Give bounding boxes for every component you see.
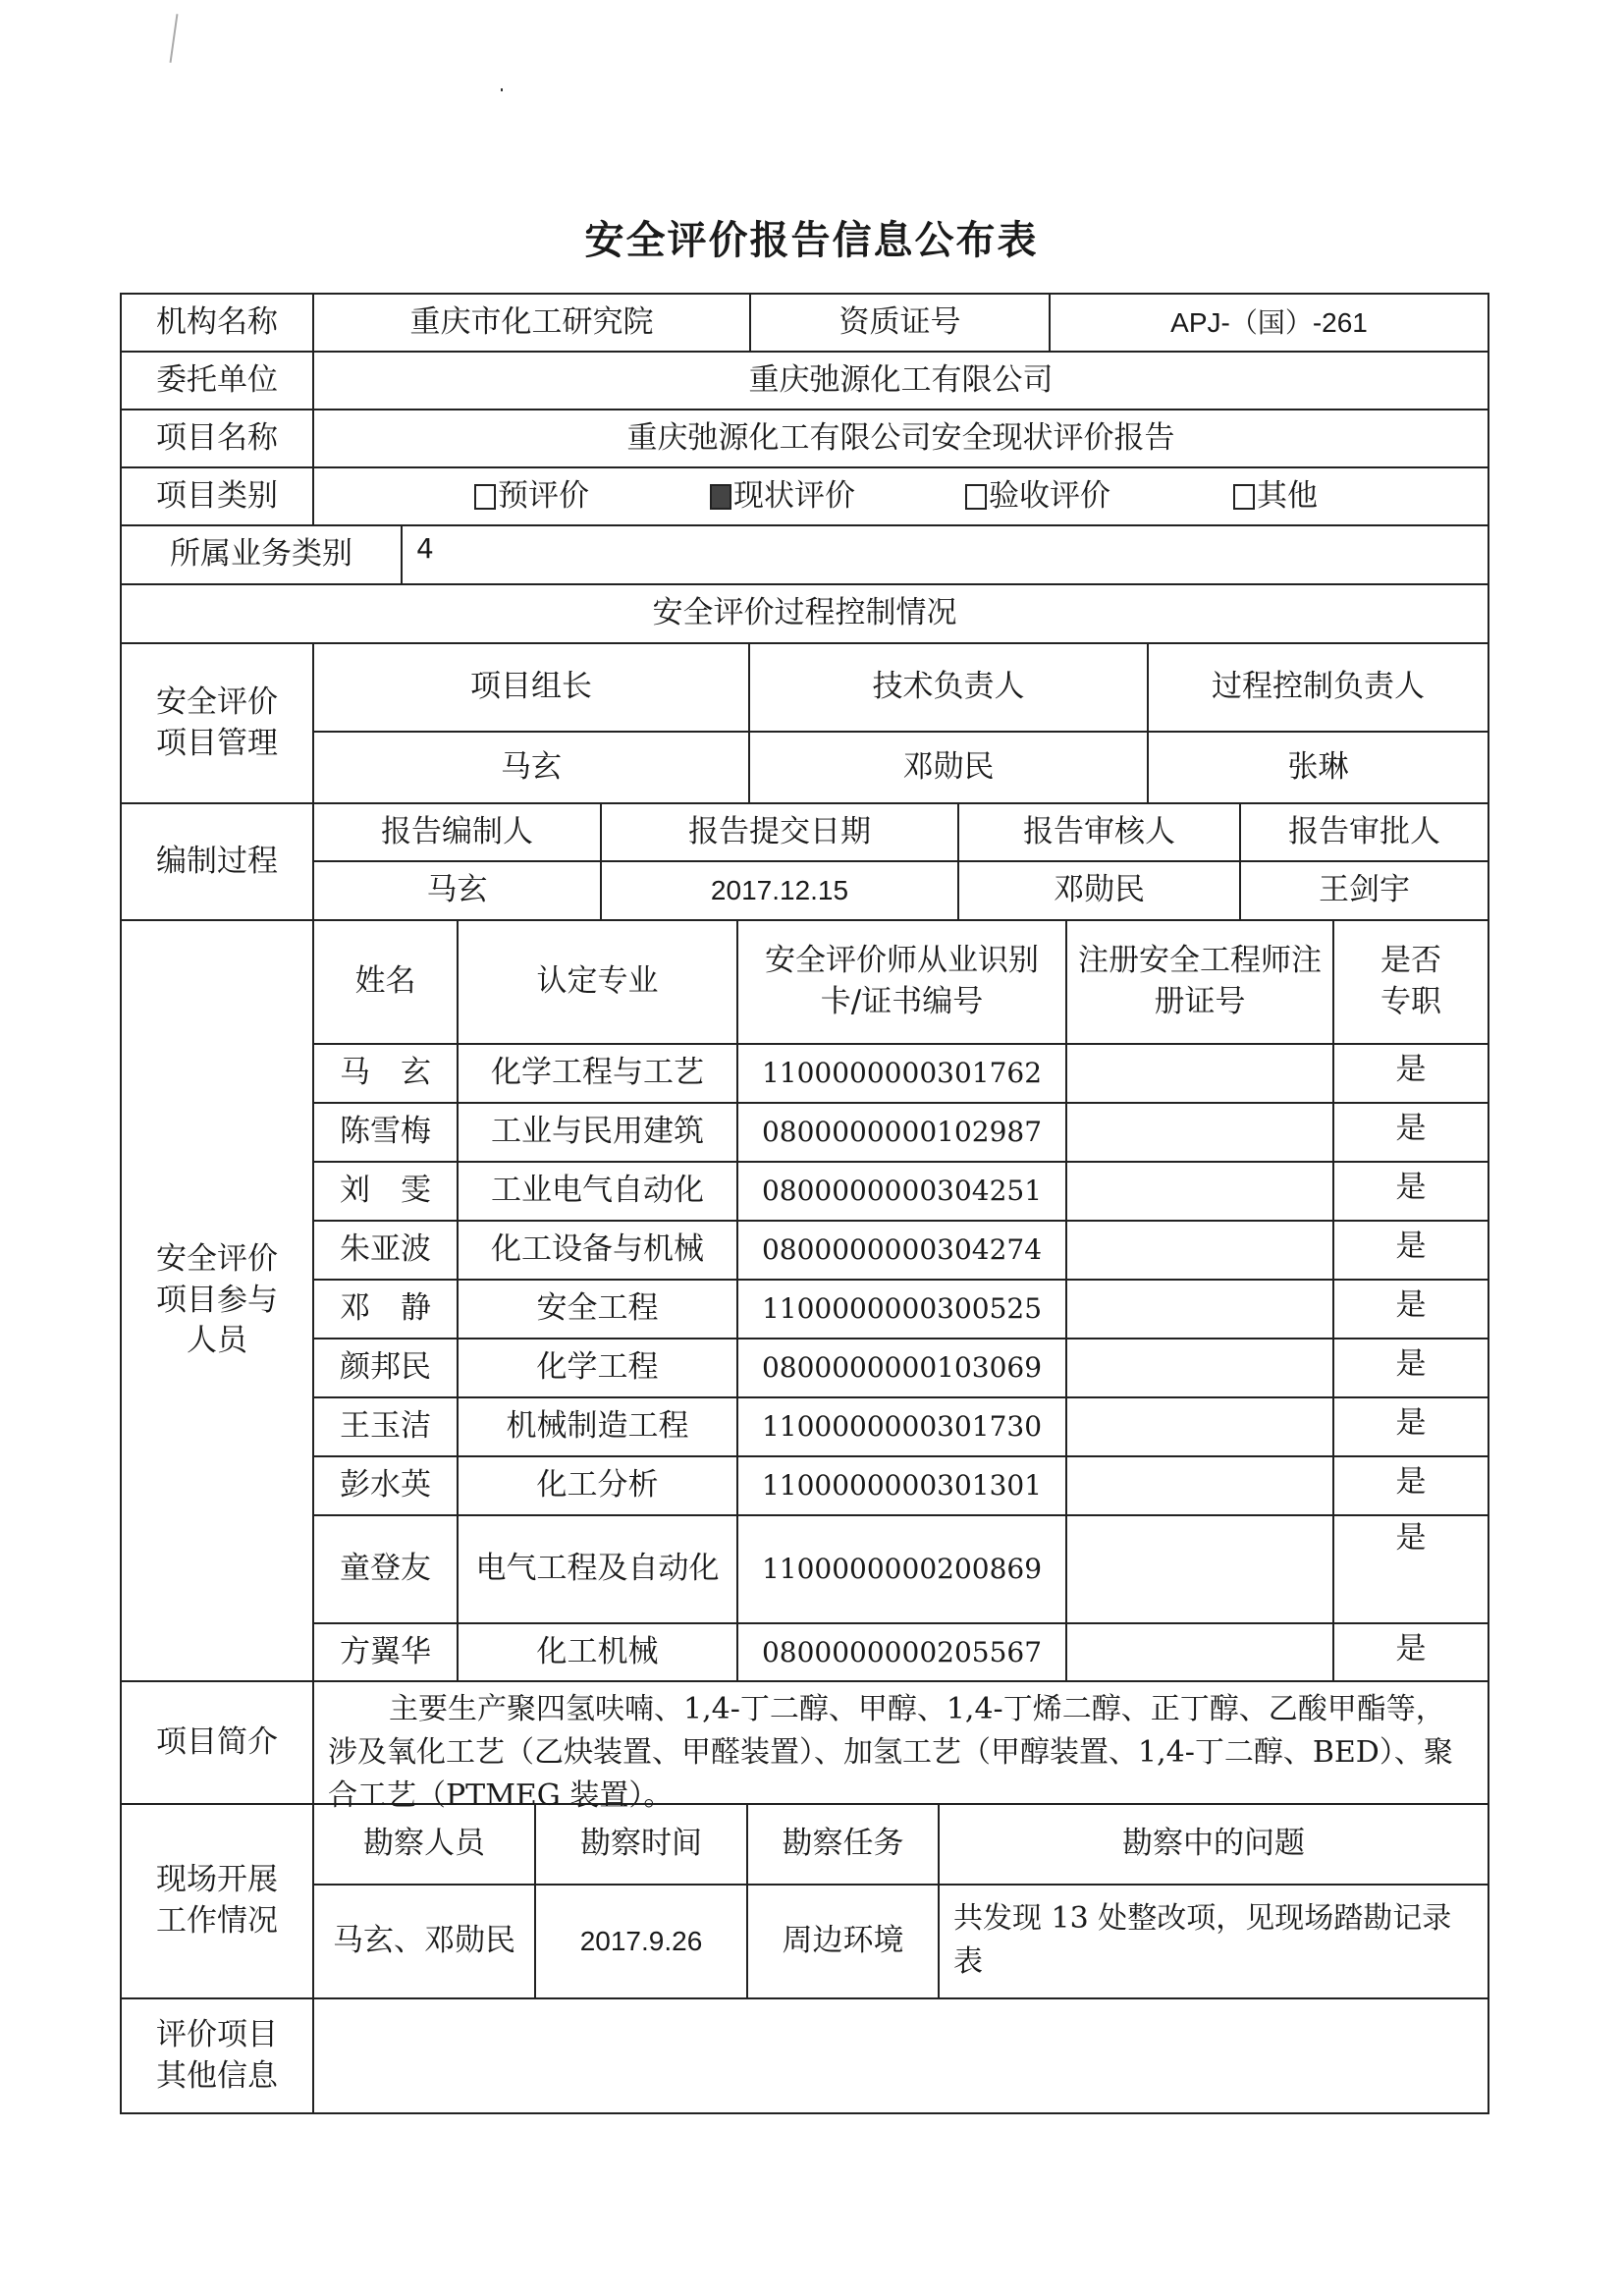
- compilation-author-value: 马玄: [426, 872, 488, 908]
- participant-name: 朱亚波: [340, 1231, 431, 1268]
- scan-dot: [501, 88, 503, 91]
- participant-fulltime: 是: [1395, 1464, 1427, 1501]
- option-label: 验收评价: [989, 477, 1110, 514]
- participant-major: 电气工程及自动化: [475, 1551, 720, 1587]
- participants-label: 安全评价项目参与人员: [156, 1240, 278, 1359]
- participant-cert: 1100000000301301: [761, 1469, 1043, 1503]
- option-other[interactable]: [1233, 476, 1318, 518]
- participant-fulltime: 是: [1395, 1052, 1427, 1088]
- participant-name: 彭水英: [340, 1467, 431, 1503]
- field-task-value: 周边环境: [782, 1923, 904, 1959]
- participant-fulltime: 是: [1395, 1346, 1427, 1383]
- management-process-value: 张琳: [1287, 748, 1349, 785]
- page-title: 安全评价报告信息公布表: [584, 218, 1039, 263]
- table-border-right: [1488, 293, 1489, 2114]
- checkbox-unchecked-icon[interactable]: [474, 484, 496, 510]
- option-status-evaluation[interactable]: [710, 476, 855, 518]
- participant-name: 方翼华: [340, 1633, 431, 1669]
- compilation-header-approver: 报告审批人: [1288, 813, 1440, 849]
- option-label: 其他: [1257, 477, 1318, 514]
- cert-value: APJ-（国）-261: [1170, 306, 1368, 338]
- process-section-title: 安全评价过程控制情况: [652, 595, 957, 631]
- compilation-label: 编制过程: [156, 843, 278, 879]
- participant-cert: 0800000000304274: [761, 1233, 1043, 1267]
- checkbox-checked-icon[interactable]: [710, 484, 731, 510]
- field-work-label: 现场开展工作情况: [156, 1862, 278, 1939]
- compilation-approver-value: 王剑宇: [1319, 872, 1410, 908]
- compilation-date-value: 2017.12.15: [710, 875, 849, 906]
- client-label: 委托单位: [156, 361, 278, 398]
- project-name-label: 项目名称: [156, 419, 278, 456]
- participant-major: 工业电气自动化: [491, 1173, 704, 1209]
- participant-fulltime: 是: [1395, 1405, 1427, 1442]
- participant-reg: [1067, 1516, 1332, 1622]
- option-acceptance-evaluation[interactable]: [965, 476, 1110, 518]
- participant-name: 邓 静: [340, 1290, 431, 1327]
- other-info-value[interactable]: [314, 1999, 1488, 2112]
- option-label: 现状评价: [733, 477, 855, 514]
- participant-fulltime: 是: [1395, 1287, 1427, 1324]
- project-name-value: 重庆弛源化工有限公司安全现状评价报告: [626, 419, 1175, 456]
- checkbox-unchecked-icon[interactable]: [965, 484, 987, 510]
- participant-major: 化学工程与工艺: [491, 1055, 704, 1091]
- participant-cert: 0800000000102987: [761, 1116, 1043, 1149]
- participant-cert: 0800000000103069: [761, 1351, 1043, 1385]
- compilation-header-author: 报告编制人: [381, 813, 533, 849]
- scan-mark: [170, 14, 179, 63]
- participant-cert: 0800000000304251: [761, 1175, 1043, 1208]
- management-header-tech: 技术负责人: [872, 669, 1025, 705]
- project-intro-label: 项目简介: [156, 1723, 278, 1760]
- participant-reg: [1067, 1457, 1332, 1514]
- participant-reg: [1067, 1398, 1332, 1455]
- other-info-label: 评价项目其他信息: [156, 2016, 278, 2094]
- project-intro-text: [314, 1682, 1488, 1813]
- field-header-issues: 勘察中的问题: [1122, 1826, 1305, 1862]
- field-issues-value: 共发现 13 处整改项，见现场踏勘记录表: [953, 1901, 1452, 1979]
- participant-major: 化工分析: [536, 1467, 659, 1503]
- management-label: 安全评价项目管理: [156, 683, 278, 761]
- management-leader-value: 马玄: [501, 748, 562, 785]
- participant-reg: [1067, 1104, 1332, 1161]
- participants-header-cert: 安全评价师从业识别卡/证书编号: [765, 943, 1039, 1019]
- participant-major: 工业与民用建筑: [491, 1114, 704, 1150]
- participant-reg: [1067, 1624, 1332, 1680]
- participants-header-name: 姓名: [354, 963, 416, 1000]
- project-type-options: [314, 468, 1488, 524]
- participant-reg: [1067, 1163, 1332, 1220]
- client-value: 重庆弛源化工有限公司: [748, 361, 1054, 398]
- participant-major: 机械制造工程: [506, 1408, 689, 1445]
- participant-cert: 0800000000205567: [761, 1635, 1043, 1668]
- compilation-header-date: 报告提交日期: [688, 813, 871, 849]
- project-type-label: 项目类别: [156, 477, 278, 514]
- compilation-header-reviewer: 报告审核人: [1023, 813, 1175, 849]
- participant-fulltime: 是: [1395, 1630, 1427, 1667]
- cert-label: 资质证号: [839, 303, 961, 340]
- checkbox-unchecked-icon[interactable]: [1233, 484, 1255, 510]
- project-intro-paragraph: [314, 1682, 1488, 1818]
- management-header-leader: 项目组长: [470, 669, 592, 705]
- business-category-value: 4: [416, 532, 434, 565]
- participant-major: 化工设备与机械: [491, 1231, 704, 1268]
- participant-cert: 1100000000200869: [761, 1553, 1043, 1586]
- participant-major: 安全工程: [536, 1290, 659, 1327]
- table-border-bottom: [120, 2112, 1489, 2114]
- participant-major: 化工机械: [536, 1633, 659, 1669]
- participant-reg: [1067, 1222, 1332, 1279]
- participants-header-reg: 注册安全工程师注册证号: [1078, 943, 1322, 1019]
- participant-major: 化学工程: [536, 1349, 659, 1386]
- participant-name: 刘 雯: [340, 1173, 431, 1209]
- org-name-value: 重庆市化工研究院: [409, 303, 654, 340]
- participants-header-major: 认定专业: [536, 963, 659, 1000]
- management-tech-value: 邓勋民: [902, 748, 995, 785]
- option-pre-evaluation[interactable]: [474, 476, 589, 518]
- participant-cert: 1100000000301730: [761, 1410, 1043, 1444]
- field-header-time: 勘察时间: [580, 1826, 702, 1862]
- participant-cert: 1100000000301762: [761, 1057, 1043, 1090]
- org-name-label: 机构名称: [156, 303, 278, 340]
- participant-name: 王玉洁: [340, 1408, 431, 1445]
- participant-name: 马 玄: [340, 1055, 431, 1091]
- participant-cert: 1100000000300525: [761, 1292, 1043, 1326]
- participant-reg: [1067, 1281, 1332, 1338]
- business-category-label: 所属业务类别: [170, 536, 352, 573]
- participant-name: 童登友: [340, 1551, 431, 1587]
- management-header-process: 过程控制负责人: [1212, 669, 1425, 705]
- field-header-staff: 勘察人员: [363, 1826, 485, 1862]
- participant-fulltime: 是: [1395, 1111, 1427, 1147]
- option-label: 预评价: [498, 477, 589, 514]
- compilation-reviewer-value: 邓勋民: [1054, 872, 1145, 908]
- field-staff-value: 马玄、邓勋民: [333, 1923, 515, 1959]
- field-header-task: 勘察任务: [782, 1826, 904, 1862]
- participant-name: 颜邦民: [340, 1349, 431, 1386]
- participants-header-fulltime: 是否专职: [1380, 943, 1441, 1019]
- participant-reg: [1067, 1339, 1332, 1396]
- project-intro-body: 主要生产聚四氢呋喃、1,4-丁二醇、甲醇、1,4-丁烯二醇、正丁醇、乙酸甲酯等，涉及氧化工艺（乙炔装置、甲醛装置）、加氢工艺（甲醇装置、1,4-丁二醇、BED）、聚合工艺（PTMEG 装置）。: [328, 1692, 1453, 1813]
- participant-fulltime: 是: [1395, 1520, 1427, 1556]
- field-time-value: 2017.9.26: [579, 1926, 703, 1957]
- participant-fulltime: 是: [1395, 1170, 1427, 1206]
- participant-name: 陈雪梅: [340, 1114, 431, 1150]
- participant-fulltime: 是: [1395, 1229, 1427, 1265]
- participant-reg: [1067, 1045, 1332, 1102]
